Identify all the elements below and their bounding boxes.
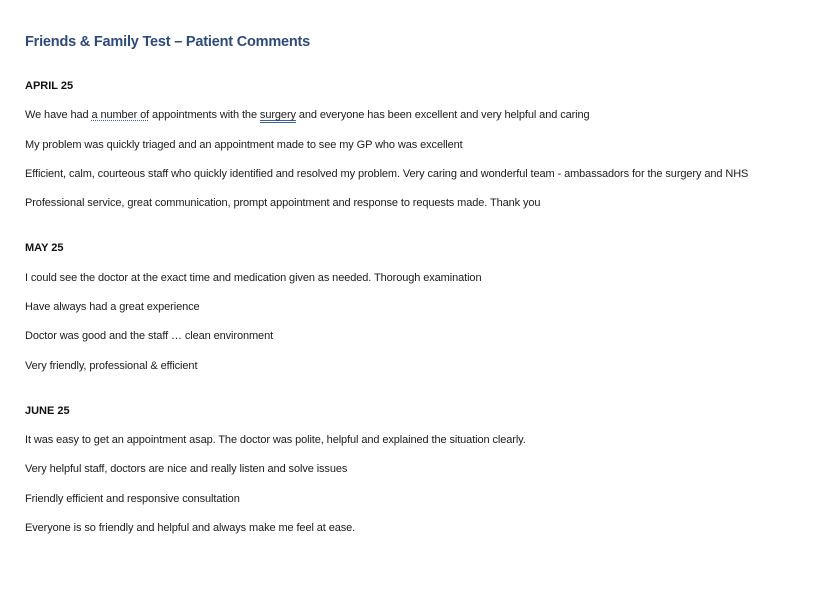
comment-text: and everyone has been excellent and very helpful and caring: [295, 109, 590, 121]
comment-june-1: It was easy to get an appointment asap. The doctor was polite, helpful and explained the situation clearly.: [25, 434, 526, 446]
grammar-flag-text[interactable]: a number of: [91, 109, 150, 121]
section-heading-june: JUNE 25: [25, 405, 70, 417]
comment-june-4: Everyone is so friendly and helpful and always make me feel at ease.: [25, 522, 356, 534]
comment-may-3: Doctor was good and the staff … clean environment: [25, 330, 274, 342]
comment-may-1: I could see the doctor at the exact time and medication given as needed. Thorough examination: [25, 272, 482, 284]
spelling-flag-text[interactable]: surgery: [259, 109, 296, 121]
document-title: Friends & Family Test – Patient Comments: [25, 34, 311, 50]
comment-june-2: Very helpful staff, doctors are nice and really listen and solve issues: [25, 463, 348, 475]
comment-april-2: My problem was quickly triaged and an appointment made to see my GP who was excellent: [25, 139, 463, 151]
comment-text: appointments with the: [149, 109, 260, 121]
comment-april-1: [25, 109, 590, 121]
section-heading-april: APRIL 25: [25, 80, 74, 92]
comment-april-3: Efficient, calm, courteous staff who quickly identified and resolved my problem. Very caring and wonderful team - ambassadors for the surgery and NHS: [25, 168, 749, 180]
comment-june-3: Friendly efficient and responsive consultation: [25, 493, 240, 505]
comment-text: We have had: [25, 109, 92, 121]
section-heading-may: MAY 25: [25, 242, 64, 254]
comment-may-2: Have always had a great experience: [25, 301, 200, 313]
comment-may-4: Very friendly, professional & efficient: [25, 360, 198, 372]
comment-april-4: Professional service, great communication, prompt appointment and response to requests made. Thank you: [25, 197, 541, 209]
